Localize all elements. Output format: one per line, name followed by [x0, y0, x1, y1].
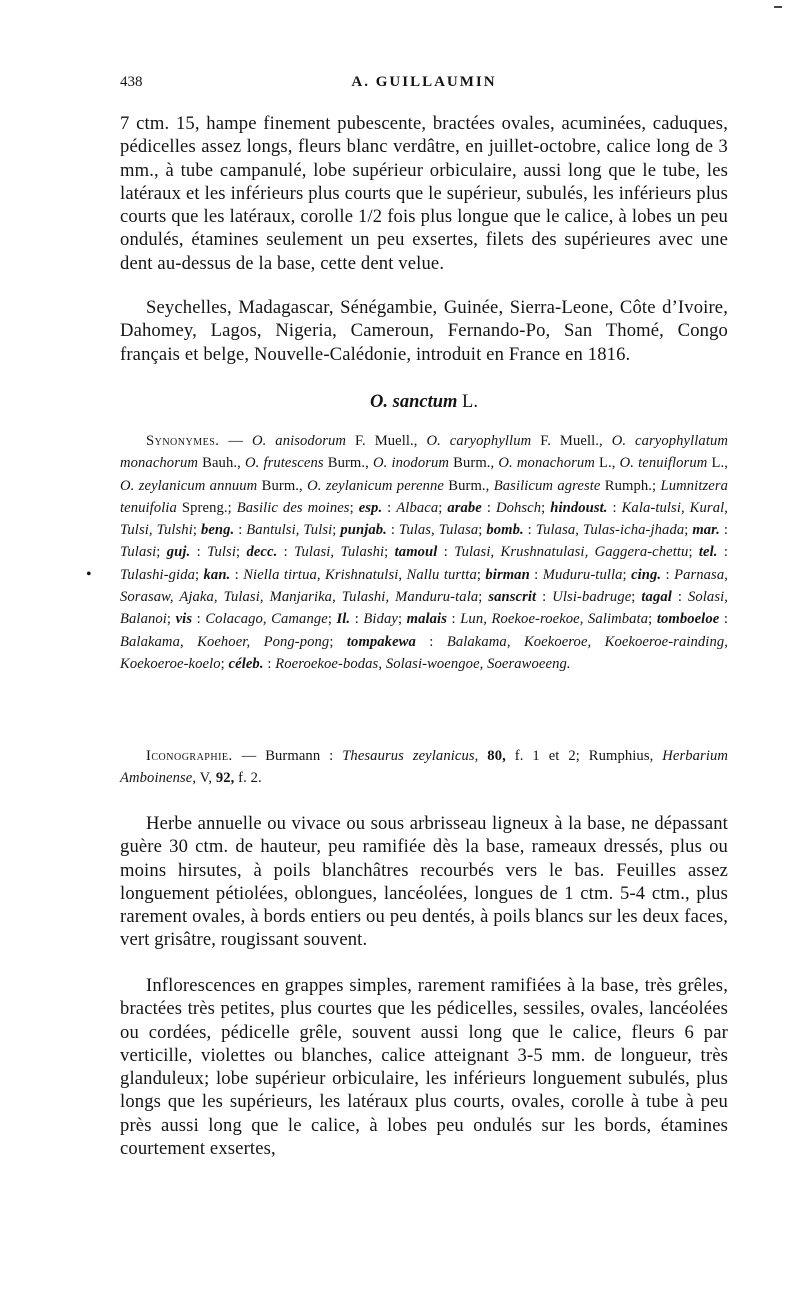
- synonym-author: Burm.,: [261, 477, 303, 494]
- synonym-author: Burm.,: [327, 455, 369, 472]
- iconography-figure: f. 2.: [238, 770, 262, 787]
- vernacular-name: Basilic des moines: [236, 499, 350, 516]
- synonyms-heading: Synonymes.: [146, 433, 220, 449]
- language-label: tagal: [641, 589, 672, 606]
- vernacular-entry: malais : Lun, Roekoe-roekoe, Salimbata;: [406, 611, 657, 628]
- language-label: birman: [485, 566, 530, 583]
- language-label: tamoul: [394, 544, 438, 561]
- species-heading: [120, 392, 728, 413]
- vernacular-name: Biday: [363, 611, 398, 628]
- vernacular-name: Parnasa, Sorasaw, Ajaka, Tulasi, Manjarika, Tulashi, Manduru-tala: [120, 566, 728, 606]
- vernacular-entry: bomb. : Tulasa, Tulas-icha-jhada;: [486, 522, 693, 539]
- vernacular-entry: tel. : Tulashi-gida;: [120, 544, 729, 583]
- vernacular-name: Colacago, Camange: [205, 611, 328, 628]
- species-epithet: sanctum: [392, 392, 458, 412]
- iconography-author: Burmann :: [265, 748, 334, 764]
- vernacular-entry: tagal : Solasi, Balanoi;: [120, 589, 728, 628]
- vernacular-entry: esp. : Albaca;: [358, 499, 448, 516]
- synonyms-block: Synonymes. — O. anisodorum F. Muell., O. caryophyllum F. Muell., O. caryophyllatum monachorum Bauh., O. frutescens Burm., O. inodorum Burm., O. monachorum L., O. tenuiflorum L., O. zeylanicum annuum Burm., O. zeylanicum perenne Burm., Basilicum agreste Rumph.; Lumnitzera tenuifolia Spreng.; Basilic des moines; esp. : Albaca; arabe : Dohsch; hindoust. : Kala-tulsi, Kural, Tulsi, Tulshi; beng. : Bantulsi, Tulsi; punjab. : Tulas, Tulasa; bomb. : Tulasa, Tulas-icha-jhada; mar. : Tulasi; guj. : Tulsi; decc. : Tulasi, Tulashi; tamoul : Tulasi, Krushnatulasi, Gaggera-chettu; tel. : Tulashi-gida; kan. : Niella tirtua, Krishnatulsi, Nallu turtta; birman : Muduru-tulla; cing. : Parnasa, Sorasaw, Ajaka, Tulasi, Manjarika, Tulashi, Manduru-tala; sanscrit : Ulsi-badruge; tagal : Solasi, Balanoi; vis : Colacago, Camange; Il. : Biday; malais : Lun, Roekoe-roekoe, Salimbata; tomboeloe : Balakama, Koehoer, Pong-pong; tompakewa : Balakama, Koekoeroe, Koekoeroe-rainding, Koekoeroe-koelo; céleb. : Roeroekoe-bodas, Solasi-woengoe, Soerawoeeng.: [120, 433, 729, 672]
- iconography-plate: 92,: [215, 770, 235, 787]
- synonym: O. zeylanicum annuum: [120, 477, 258, 494]
- vernacular-name: Ulsi-badruge: [552, 589, 632, 606]
- vernacular-name: Balakama, Koehoer, Pong-pong: [120, 633, 330, 650]
- continued-paragraph: 7 ctm. 15, hampe finement pubescente, bractées ovales, acuminées, caduques, pédicelles assez longs, fleurs blanc verdâtre, en juillet-octobre, calice long de 3 mm., à tube campanulé, lobe supérieur orbiculaire, aussi long que le tube, les latéraux et les inférieurs plus courts que le supérieur, subulés, les inférieurs plus courts que les latéraux, corolle 1/2 fois plus longue que le calice, à lobes un peu ondulés, étamines seulement un peu exsertes, filets des supérieures avec une dent au-dessus de la base, cette dent velue.: [120, 113, 728, 274]
- vernacular-entry: arabe : Dohsch;: [447, 499, 551, 516]
- iconography-work: Herbarium Amboinense,: [120, 748, 729, 787]
- synonym-author: Burm.,: [453, 455, 495, 472]
- language-label: bomb.: [486, 522, 524, 539]
- synonym-author: F. Muell.,: [540, 433, 603, 449]
- vernacular-name: Lun, Roekoe-roekoe, Salimbata: [460, 611, 649, 628]
- vernacular-entry: Il. : Biday;: [336, 611, 407, 628]
- synonym: O. frutescens: [244, 455, 324, 472]
- language-label: tel.: [698, 544, 718, 561]
- language-label: mar.: [692, 522, 720, 539]
- vernacular-name: Albaca: [396, 499, 439, 516]
- margin-bullet: •: [86, 566, 92, 583]
- synonym: Basilicum agreste: [493, 477, 601, 494]
- vernacular-entry: sanscrit : Ulsi-badruge;: [488, 589, 642, 606]
- synonym: O. monachorum: [498, 455, 595, 472]
- vernacular-entry: céleb. : Roeroekoe-bodas, Solasi-woengoe, Soerawoeeng.: [228, 655, 571, 672]
- language-label: céleb.: [228, 655, 264, 672]
- iconography-plate: 80,: [487, 748, 506, 764]
- language-label: sanscrit: [488, 589, 537, 606]
- vernacular-entry: beng. : Bantulsi, Tulsi;: [200, 522, 341, 539]
- synonym: O. inodorum: [372, 455, 450, 472]
- vernacular-name: Niella tirtua, Krishnatulsi, Nallu turtta: [243, 566, 477, 583]
- synonym-author: Bauh.,: [202, 455, 241, 472]
- iconography-work: Thesaurus zeylanicus,: [342, 748, 479, 764]
- vernacular-names: [120, 500, 728, 672]
- synonym-author: Spreng.;: [181, 499, 232, 516]
- vernacular-entry: tompakewa : Balakama, Koekoeroe, Koekoeroe-rainding, Koekoeroe-koelo;: [120, 633, 729, 672]
- distribution-paragraph: Seychelles, Madagascar, Sénégambie, Guinée, Sierra-Leone, Côte d’Ivoire, Dahomey, Lagos, Nigeria, Cameroun, Fernando-Po, San Thomé, Congo français et belge, Nouvelle-Calédonie, introduit en France en 1816.: [120, 297, 728, 365]
- vernacular-entry: vis : Colacago, Camange;: [175, 611, 337, 628]
- species-author: L.: [462, 392, 478, 412]
- vernacular-entry: hindoust. : Kala-tulsi, Kural, Tulsi, Tulshi;: [120, 499, 728, 539]
- language-label: beng.: [200, 522, 235, 539]
- synonym-author: L.,: [599, 455, 616, 472]
- iconography-heading: Iconographie.: [146, 748, 233, 764]
- synonym: O. zeylanicum perenne: [307, 477, 444, 494]
- iconography-figure: f. 1 et 2; Rumphius,: [514, 748, 654, 764]
- vernacular-entry: Basilic des moines;: [236, 499, 359, 516]
- synonym: Lumnitzera tenuifolia: [120, 477, 729, 516]
- vernacular-name: Tulasi, Krushnatulasi, Gaggera-chettu: [454, 544, 689, 561]
- vernacular-name: Tulas, Tulasa: [398, 522, 479, 539]
- language-label: arabe: [447, 499, 482, 516]
- vernacular-name: Tulashi-gida: [120, 566, 195, 583]
- language-label: cing.: [631, 566, 662, 583]
- iconography-block: Iconographie. — Burmann : Thesaurus zeylanicus, 80, f. 1 et 2; Rumphius, Herbarium Amboinense, V, 92, f. 2.: [120, 748, 729, 787]
- vernacular-entry: kan. : Niella tirtua, Krishnatulsi, Nallu turtta;: [203, 566, 486, 583]
- iconography-volume: V,: [199, 770, 213, 787]
- language-label: punjab.: [340, 522, 387, 539]
- language-label: malais: [406, 611, 447, 628]
- vernacular-name: Muduru-tulla: [542, 566, 623, 583]
- description-paragraph-1: Herbe annuelle ou vivace ou sous arbrisseau ligneux à la base, ne dépassant guère 30 ctm. de hauteur, peu ramifiée dès la base, rameaux dressés, plus ou moins hirsutes, à poils blanchâtres recourbés vers le bas. Feuilles assez longuement pétiolées, oblongues, lancéolées, longues de 1 ctm. 5-4 ctm., plus rarement ovales, à bords entiers ou peu dentés, à poils blancs sur les deux faces, vert grisâtre, rougissant souvent.: [120, 813, 728, 951]
- synonym: O. tenuiflorum: [619, 455, 708, 472]
- vernacular-name: Kala-tulsi, Kural, Tulsi, Tulshi: [120, 499, 728, 539]
- species-genus: O.: [370, 392, 389, 412]
- language-label: tompakewa: [346, 633, 416, 650]
- vernacular-entry: mar. : Tulasi;: [120, 522, 728, 561]
- language-label: esp.: [358, 499, 383, 516]
- synonym-author: L.,: [711, 455, 728, 472]
- language-label: vis: [175, 611, 193, 628]
- synonym: O. caryophyllatum monachorum: [120, 433, 729, 472]
- synonym-author: Rumph.;: [604, 477, 657, 494]
- synonym-author: F. Muell.,: [354, 433, 418, 449]
- language-label: guj.: [166, 544, 191, 561]
- vernacular-name: Tulasi, Tulashi: [294, 544, 385, 561]
- language-label: Il.: [336, 611, 351, 628]
- page-header: [120, 74, 728, 98]
- corner-mark: [774, 6, 782, 8]
- vernacular-name: Balakama, Koekoeroe, Koekoeroe-rainding, Koekoeroe-koelo: [120, 633, 729, 672]
- language-label: tomboeloe: [656, 611, 720, 628]
- vernacular-entry: tamoul : Tulasi, Krushnatulasi, Gaggera-chettu;: [394, 544, 699, 561]
- vernacular-entry: tomboeloe : Balakama, Koehoer, Pong-pong;: [120, 611, 729, 650]
- vernacular-name: Dohsch: [495, 499, 542, 516]
- synonym-author: Burm.,: [448, 477, 490, 494]
- vernacular-name: Bantulsi, Tulsi: [246, 522, 333, 539]
- vernacular-entry: guj. : Tulsi;: [166, 544, 247, 561]
- vernacular-name: Tulsi: [207, 544, 236, 561]
- vernacular-entry: punjab. : Tulas, Tulasa;: [340, 522, 487, 539]
- vernacular-name: Roeroekoe-bodas, Solasi-woengoe, Soerawoeeng.: [275, 655, 571, 672]
- vernacular-name: Solasi, Balanoi: [120, 589, 728, 628]
- language-label: kan.: [203, 566, 231, 583]
- synonym: O. caryophyllum: [426, 433, 532, 449]
- vernacular-entry: decc. : Tulasi, Tulashi;: [246, 544, 395, 561]
- vernacular-name: Tulasi: [120, 544, 157, 561]
- page-number: 438: [120, 74, 143, 90]
- vernacular-entry: cing. : Parnasa, Sorasaw, Ajaka, Tulasi, Manjarika, Tulashi, Manduru-tala;: [120, 566, 728, 606]
- language-label: hindoust.: [550, 499, 608, 516]
- language-label: decc.: [246, 544, 278, 561]
- running-head: A. GUILLAUMIN: [351, 74, 497, 90]
- vernacular-entry: birman : Muduru-tulla;: [485, 566, 632, 583]
- synonym: O. anisodorum: [251, 433, 347, 449]
- description-paragraph-2: Inflorescences en grappes simples, rarement ramifiées à la base, très grêles, bractées très petites, plus courtes que les pédicelles, sessiles, ovales, lancéolées ou cordées, pédicelle grêle, souvent aussi long que le calice, fleurs 6 par verticille, violettes ou blanches, calice atteignant 3-5 mm. de longueur, très glanduleux; lobe supérieur orbiculaire, les inférieurs longuement subulés, plus longs que les supérieurs, les latéraux plus courts, ovales, corolle à tube à peu près aussi long que le calice, à lobes peu ondulés sur les bords, étamines courtement exsertes,: [120, 975, 728, 1160]
- vernacular-name: Tulasa, Tulas-icha-jhada: [535, 522, 685, 539]
